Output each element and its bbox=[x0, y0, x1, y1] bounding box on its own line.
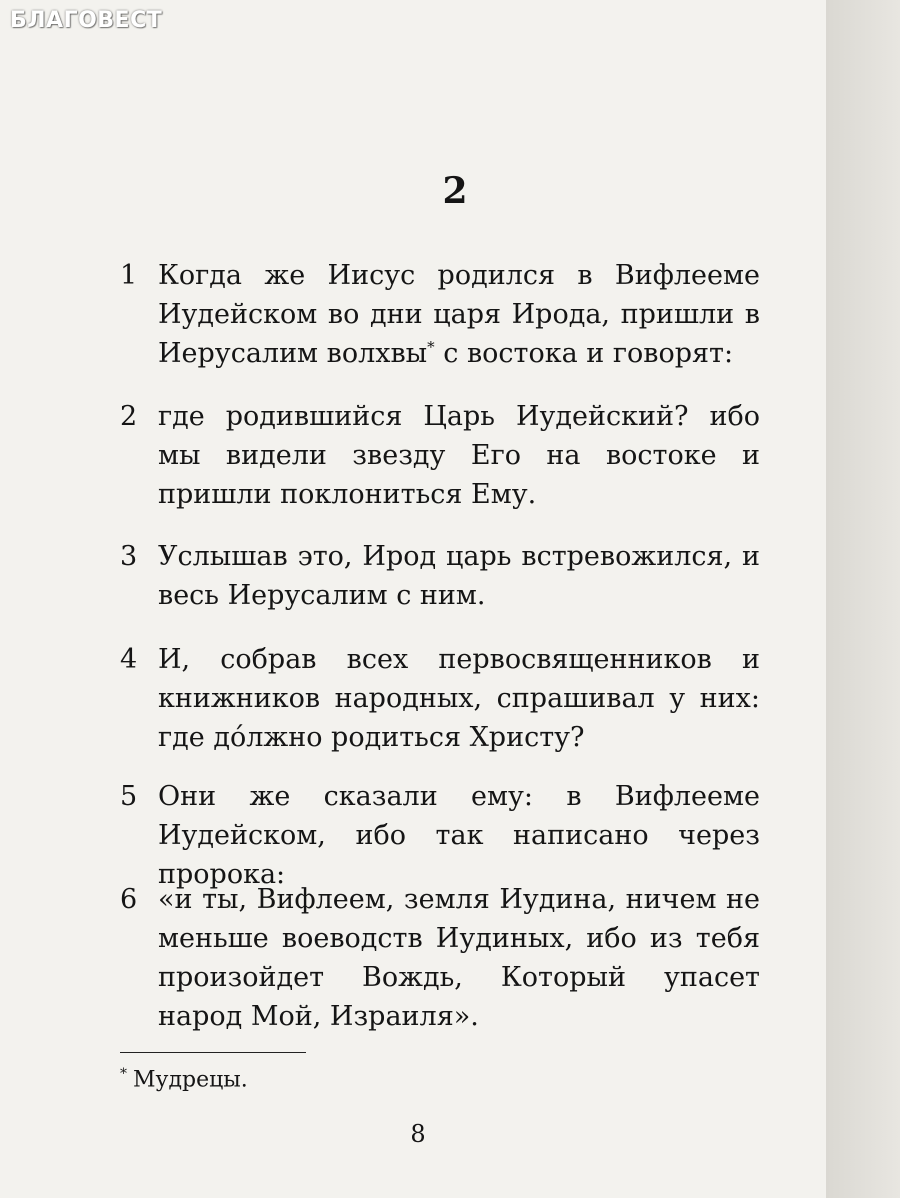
adjacent-page-edge bbox=[826, 0, 900, 1198]
watermark-logo: БЛАГОВЕСТ bbox=[10, 8, 163, 33]
verse-number: 6 bbox=[120, 884, 138, 915]
verse-text-part: Когда же Иисус родился в Вифлееме Иудейском во дни царя Ирода, пришли в Иерусалим волхвы bbox=[158, 260, 760, 369]
page-number: 8 bbox=[410, 1120, 426, 1148]
verse-2 bbox=[120, 397, 760, 514]
verse-text-part: с востока и говорят: bbox=[434, 338, 734, 369]
verse-number: 1 bbox=[120, 260, 138, 291]
verse-text: «и ты, Вифлеем, земля Иудина, ничем не меньше воеводств Иудиных, ибо из тебя произойдет Вождь, Который упасет народ Мой, Израиля». bbox=[158, 884, 760, 1032]
verse-1 bbox=[120, 256, 760, 373]
footnote-marker: * bbox=[427, 338, 435, 356]
verse-number: 2 bbox=[120, 401, 138, 432]
verse-text: где родившийся Царь Иудейский? ибо мы видели звезду Его на востоке и пришли поклониться Ему. bbox=[158, 401, 760, 510]
verse-text: Они же сказали ему: в Вифлееме Иудейском, ибо так написано через пророка: bbox=[158, 781, 760, 890]
verse-number: 3 bbox=[120, 541, 138, 572]
verse-4 bbox=[120, 640, 760, 757]
verse-5 bbox=[120, 777, 760, 894]
verse-6 bbox=[120, 880, 760, 1036]
footnote-divider bbox=[120, 1052, 306, 1053]
footnote bbox=[120, 1066, 248, 1092]
footnote-text: Мудрецы. bbox=[133, 1067, 248, 1093]
verse-text: Услышав это, Ирод царь встревожился, и весь Иерусалим с ним. bbox=[158, 541, 760, 611]
verse-3 bbox=[120, 537, 760, 615]
verse-text bbox=[158, 256, 760, 373]
verse-number: 4 bbox=[120, 644, 138, 675]
chapter-number: 2 bbox=[442, 170, 468, 212]
verse-text: И, собрав всех первосвященников и книжников народных, спрашивал у них: где дóлжно родиться Христу? bbox=[158, 644, 760, 753]
verse-number: 5 bbox=[120, 781, 138, 812]
footnote-mark: * bbox=[120, 1066, 127, 1082]
